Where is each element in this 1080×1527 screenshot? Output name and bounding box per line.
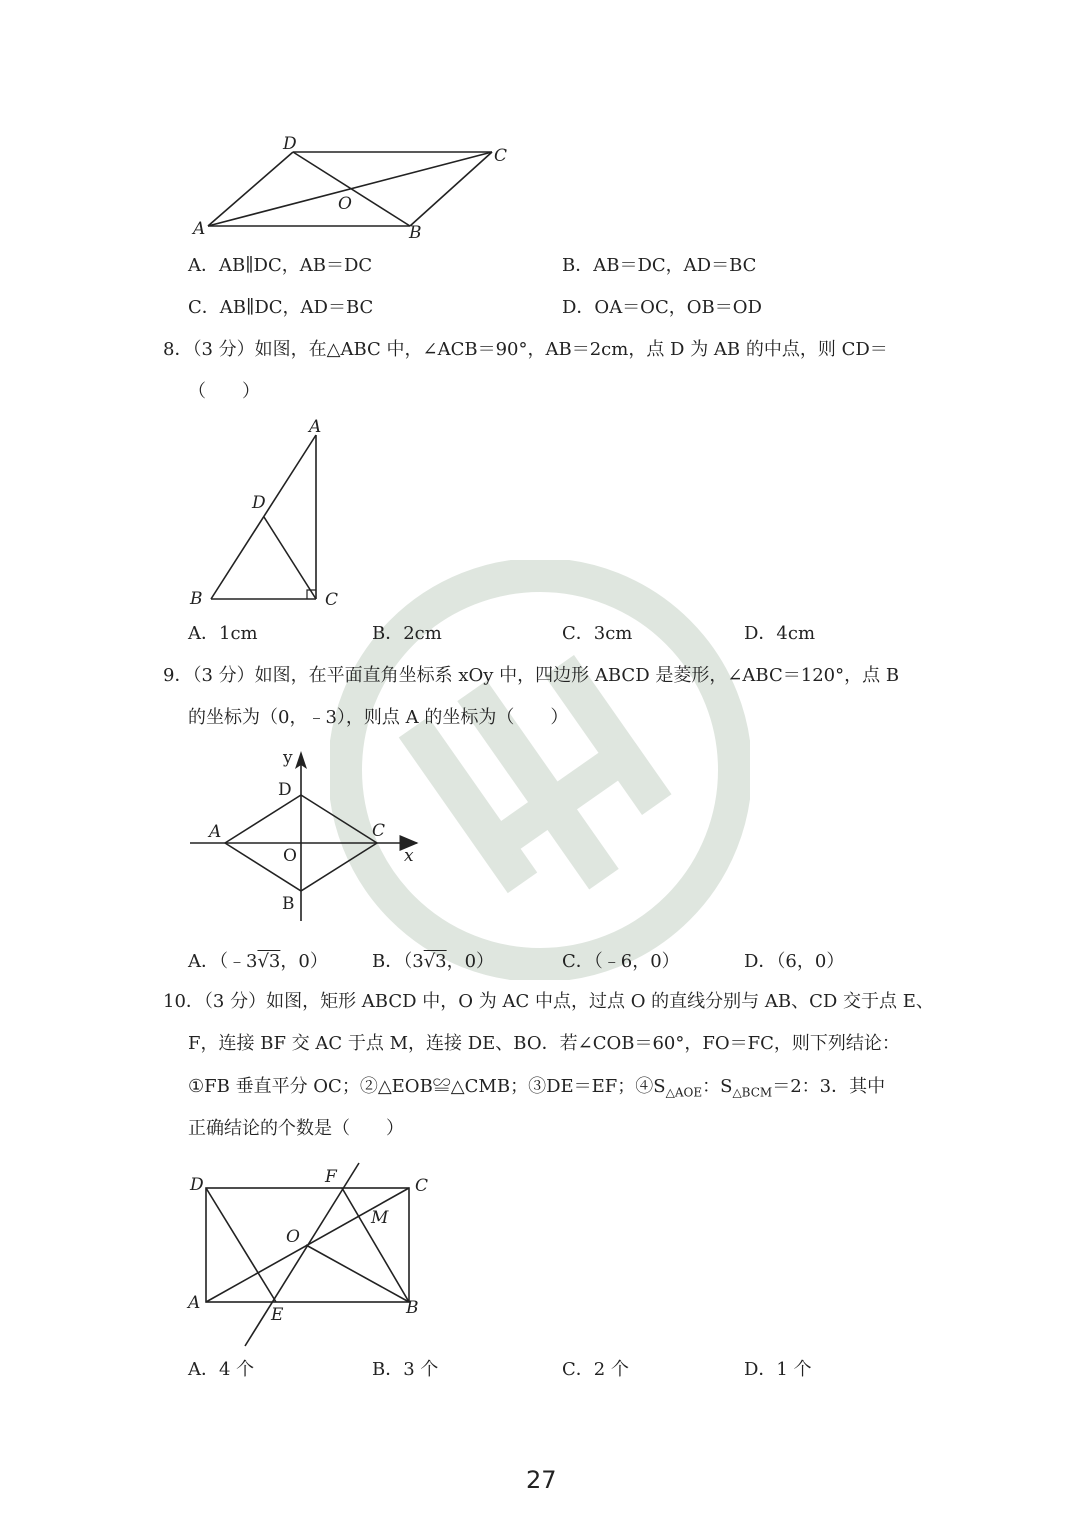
q9-label-d: D [278, 780, 292, 800]
q9-label-a: A [209, 822, 222, 842]
q8-label-a: A [309, 417, 322, 437]
q10-label-b: B [406, 1298, 419, 1318]
q9-option-d: D．（6，0） [744, 951, 845, 972]
q9-option-c: C．（﹣6，0） [562, 951, 680, 972]
q8-label-b: B [190, 589, 203, 609]
q9-label-b: B [282, 894, 295, 914]
q10-stem-line2: F，连接 BF 交 AC 于点 M，连接 DE、BO．若∠COB＝60°，FO＝FC，则下列结论： [188, 1033, 900, 1054]
q7-label-c: C [494, 146, 508, 166]
q10-label-d: D [190, 1175, 204, 1195]
q10-label-m: M [371, 1208, 389, 1228]
q9-option-b-suffix: ，0） [446, 951, 495, 972]
q7-label-d: D [283, 134, 297, 154]
q8-option-c: C．3cm [562, 623, 633, 644]
q10-stem-line3-sub1: △AOE [665, 1085, 703, 1100]
q10-stem-line1: 10．（3 分）如图，矩形 ABCD 中，O 为 AC 中点，过点 O 的直线分别与 AB、CD 交于点 E、 [163, 991, 934, 1012]
q8-label-d: D [252, 493, 266, 513]
q9-label-y: y [283, 748, 293, 768]
q10-stem-line3-sub2: △BCM [732, 1085, 773, 1100]
q10-label-o: O [286, 1227, 300, 1247]
q7-option-c: C．AB∥DC，AD＝BC [188, 297, 374, 318]
q7-parallelogram-figure [185, 130, 515, 245]
q10-label-e: E [271, 1305, 284, 1325]
q9-option-b [372, 951, 494, 973]
q7-option-a: A．AB∥DC，AB＝DC [188, 255, 373, 276]
q7-label-b: B [409, 223, 422, 243]
q8-option-a: A．1cm [188, 623, 258, 644]
q10-option-c: C．2 个 [562, 1359, 629, 1380]
q9-option-a-radical: √3 [257, 951, 281, 972]
q10-label-f: F [325, 1167, 337, 1187]
q9-label-c: C [372, 821, 386, 841]
q10-rectangle-figure [180, 1160, 440, 1355]
q8-label-c: C [325, 590, 339, 610]
q10-stem-line3-part1: ①FB 垂直平分 OC；②△EOB≌△CMB；③DE＝EF；④S [188, 1076, 666, 1097]
q9-option-a [188, 951, 328, 973]
q8-stem-line2: （ ） [188, 381, 260, 402]
q10-label-a: A [188, 1293, 201, 1313]
q10-stem-line3 [188, 1076, 885, 1104]
q7-option-b: B．AB＝DC，AD＝BC [562, 255, 757, 276]
q9-option-a-suffix: ，0） [280, 951, 328, 972]
q9-stem-line2: 的坐标为（0，﹣3），则点 A 的坐标为（ ） [188, 707, 569, 728]
page-number: 27 [526, 1466, 557, 1494]
q10-option-b: B．3 个 [372, 1359, 439, 1380]
q10-stem-line3-part2: ：S [702, 1076, 733, 1097]
q10-label-c: C [415, 1176, 429, 1196]
q9-stem-line1: 9．（3 分）如图，在平面直角坐标系 xOy 中，四边形 ABCD 是菱形，∠ABC＝120°，点 B [163, 665, 900, 686]
q10-option-a: A．4 个 [188, 1359, 255, 1380]
q10-option-d: D．1 个 [744, 1359, 812, 1380]
q9-rhombus-coordinate-figure [185, 745, 435, 930]
q9-label-x: x [404, 846, 414, 866]
q9-option-a-prefix: A．（﹣3 [188, 951, 258, 972]
q9-option-b-prefix: B．（3 [372, 951, 424, 972]
q8-option-b: B．2cm [372, 623, 442, 644]
q7-option-d: D．OA＝OC，OB＝OD [562, 297, 762, 318]
q10-stem-line4: 正确结论的个数是（ ） [188, 1118, 404, 1139]
q9-option-b-radical: √3 [423, 951, 447, 972]
q10-stem-line3-part3: ＝2：3．其中 [772, 1076, 886, 1097]
q8-option-d: D．4cm [744, 623, 816, 644]
q9-label-o: O [283, 846, 297, 866]
q8-stem-line1: 8．（3 分）如图，在△ABC 中，∠ACB＝90°，AB＝2cm，点 D 为 AB 的中点，则 CD＝ [163, 339, 888, 360]
q7-label-a: A [193, 219, 206, 239]
q8-right-triangle-figure [180, 415, 350, 615]
q7-label-o: O [338, 194, 352, 214]
